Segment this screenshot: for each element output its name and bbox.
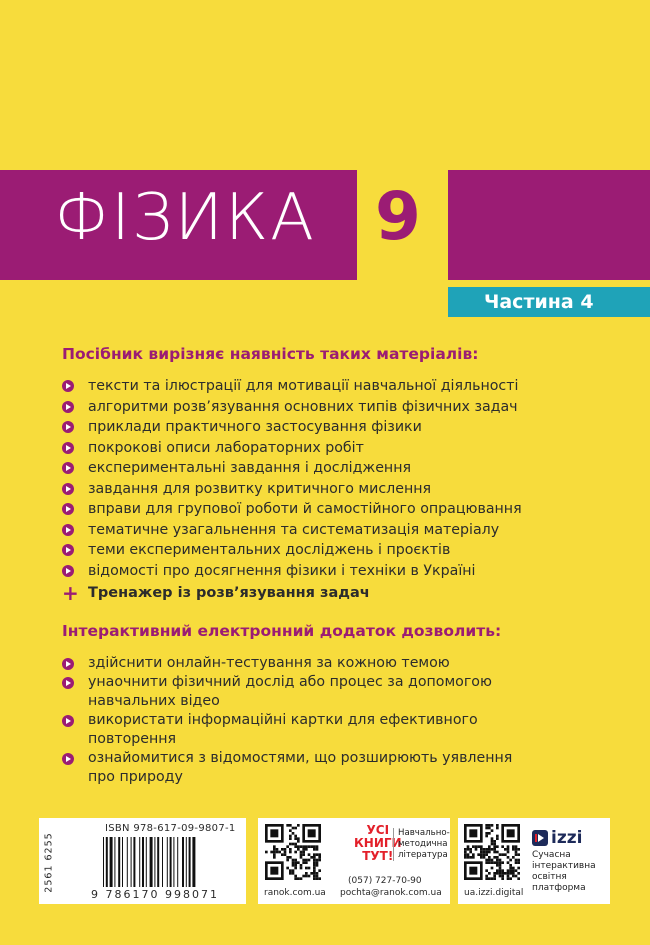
izzi-qr-code: [464, 824, 520, 880]
bullet-arrow-icon: [62, 483, 74, 495]
part-label: Частина 4: [484, 291, 594, 313]
bullet-arrow-icon: [62, 421, 74, 433]
feature-item: ознайомитися з відомостями, що розширюють уявлення про природу: [62, 749, 512, 787]
bullet-arrow-icon: [62, 462, 74, 474]
bullet-arrow-icon: [62, 753, 74, 765]
ranok-email[interactable]: pochta@ranok.com.ua: [340, 888, 442, 898]
plus-icon: +: [62, 581, 79, 605]
ranok-phone: (057) 727-70-90: [348, 876, 422, 886]
bullet-arrow-icon: [62, 401, 74, 413]
izzi-play-icon: [532, 830, 548, 846]
feature-item: здійснити онлайн-тестування за кожною темою: [62, 654, 512, 673]
material-item: відомості про досягнення фізики і техніки в Україні: [62, 561, 522, 582]
bullet-arrow-icon: [62, 658, 74, 670]
bullet-arrow-icon: [62, 524, 74, 536]
feature-item: використати інформаційні картки для ефективного повторення: [62, 711, 512, 749]
bullet-arrow-icon: [62, 442, 74, 454]
bullet-arrow-icon: [62, 503, 74, 515]
bullet-arrow-icon: [62, 677, 74, 689]
barcode-side-code: 2561 6255: [43, 831, 55, 893]
material-item: тематичне узагальнення та систематизація матеріалу: [62, 520, 522, 541]
izzi-logo: izzi: [532, 828, 582, 848]
barcode-digits: 9 786170 998071: [91, 888, 219, 901]
material-item: експериментальні завдання і дослідження: [62, 458, 522, 479]
material-item: алгоритми розв’язування основних типів фізичних задач: [62, 397, 522, 418]
bullet-arrow-icon: [62, 565, 74, 577]
ranok-qr-code: [265, 824, 321, 880]
part-badge: [448, 287, 650, 317]
isbn-text: ISBN 978-617-09-9807-1: [105, 823, 236, 834]
grade-number: 9: [375, 178, 421, 255]
trainer-line: [62, 583, 370, 603]
material-item: завдання для розвитку критичного мислення: [62, 479, 522, 500]
izzi-description: Сучасна інтерактивна освітня платформа: [532, 850, 596, 893]
book-title: ФІЗИКА: [54, 181, 316, 255]
izzi-box: [458, 818, 610, 904]
title-band-right: [448, 170, 650, 280]
ranok-slogan: УСІ КНИГИ ТУТ!: [354, 823, 402, 863]
izzi-website[interactable]: ua.izzi.digital: [464, 888, 524, 898]
section1-heading: Посібник вирізняє наявність таких матеріалів:: [62, 345, 479, 363]
features-list: [62, 654, 512, 787]
bullet-arrow-icon: [62, 715, 74, 727]
bullet-arrow-icon: [62, 380, 74, 392]
ranok-box: [258, 818, 450, 904]
material-item: приклади практичного застосування фізики: [62, 417, 522, 438]
material-item: тексти та ілюстрації для мотивації навчальної діяльності: [62, 376, 522, 397]
barcode-box: [39, 818, 246, 904]
trainer-label: Тренажер із розв’язування задач: [88, 585, 370, 601]
bullet-arrow-icon: [62, 544, 74, 556]
feature-item: унаочнити фізичний дослід або процес за допомогою навчальних відео: [62, 673, 512, 711]
ranok-label: Навчально- методична література: [393, 828, 450, 861]
section2-heading: Інтерактивний електронний додаток дозволить:: [62, 622, 502, 640]
ranok-website[interactable]: ranok.com.ua: [264, 888, 326, 898]
material-item: покрокові описи лабораторних робіт: [62, 438, 522, 459]
material-item: теми експериментальних досліджень і проєктів: [62, 540, 522, 561]
material-item: вправи для групової роботи й самостійного опрацювання: [62, 499, 522, 520]
barcode-image: [101, 837, 239, 887]
materials-list: [62, 376, 522, 581]
